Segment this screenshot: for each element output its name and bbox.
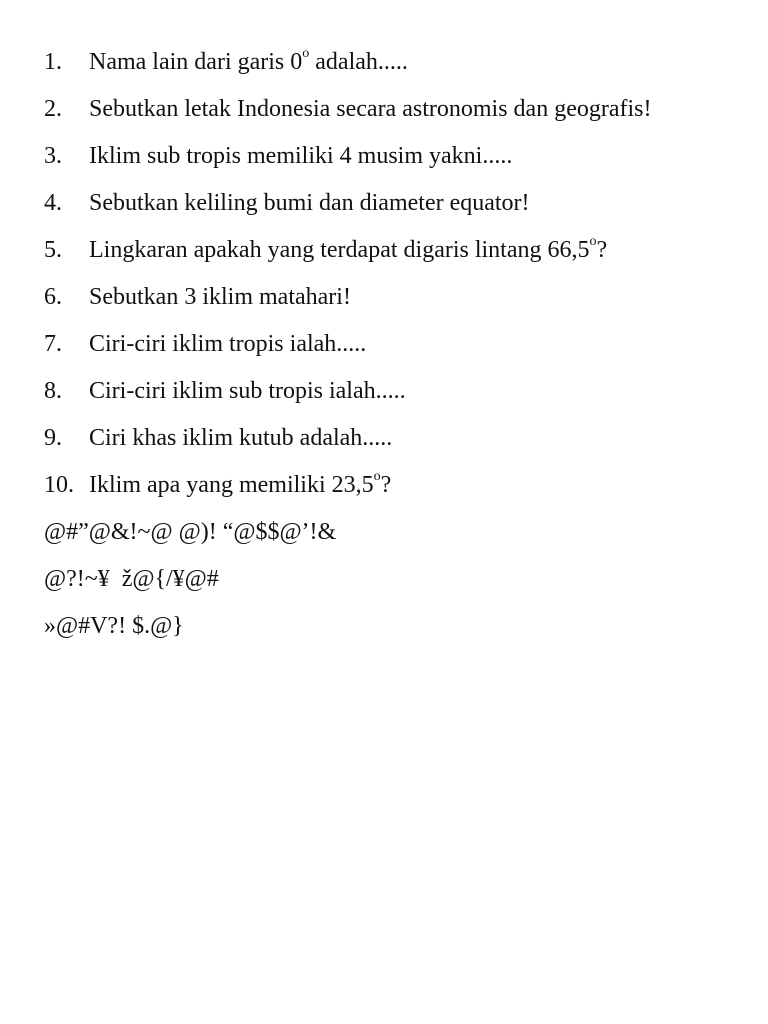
question-text: Nama lain dari garis 0$^o$ adalah..... <box>89 46 408 75</box>
question-item-3 <box>44 138 651 185</box>
question-item-1 <box>44 44 651 91</box>
question-number: 7. <box>44 331 62 357</box>
question-item-6 <box>44 279 651 326</box>
question-text: Sebutkan 3 iklim matahari! <box>89 284 351 310</box>
question-item-10 <box>44 467 651 514</box>
question-text: Iklim apa yang memiliki 23,5$^o$? <box>89 469 392 498</box>
question-text: Iklim sub tropis memiliki 4 musim yakni..... <box>89 143 513 169</box>
question-text: Sebutkan keliling bumi dan diameter equator! <box>89 190 530 216</box>
question-text: Ciri-ciri iklim tropis ialah..... <box>89 331 367 357</box>
garbled-text-block <box>44 514 336 655</box>
degree-superscript: o <box>373 469 381 484</box>
question-text: Sebutkan letak Indonesia secara astronomis dan geografis! <box>89 96 652 122</box>
question-number: 8. <box>44 378 62 404</box>
garbled-line-2: @?!~¥ ž@{/¥@# <box>44 566 219 592</box>
question-list <box>44 44 651 514</box>
question-text: Ciri-ciri iklim sub tropis ialah..... <box>89 378 406 404</box>
garbled-line-3: »@#V?! $.@} <box>44 613 184 639</box>
question-item-5 <box>44 232 651 279</box>
question-number: 10. <box>44 472 74 498</box>
question-text: Lingkaran apakah yang terdapat digaris lintang 66,5$^o$? <box>89 234 608 263</box>
question-number: 2. <box>44 96 62 122</box>
question-text: Ciri khas iklim kutub adalah..... <box>89 425 393 451</box>
question-number: 6. <box>44 284 62 310</box>
question-item-7 <box>44 326 651 373</box>
question-item-9 <box>44 420 651 467</box>
question-number: 9. <box>44 425 62 451</box>
question-number: 5. <box>44 237 62 263</box>
question-item-2 <box>44 91 651 138</box>
degree-superscript: o <box>302 46 310 61</box>
question-item-8 <box>44 373 651 420</box>
question-number: 4. <box>44 190 62 216</box>
question-item-4 <box>44 185 651 232</box>
garbled-line-1: @#”@&!~@ @)! “@$$@’!& <box>44 519 337 545</box>
question-number: 1. <box>44 49 62 75</box>
question-number: 3. <box>44 143 62 169</box>
degree-superscript: o <box>589 234 597 249</box>
